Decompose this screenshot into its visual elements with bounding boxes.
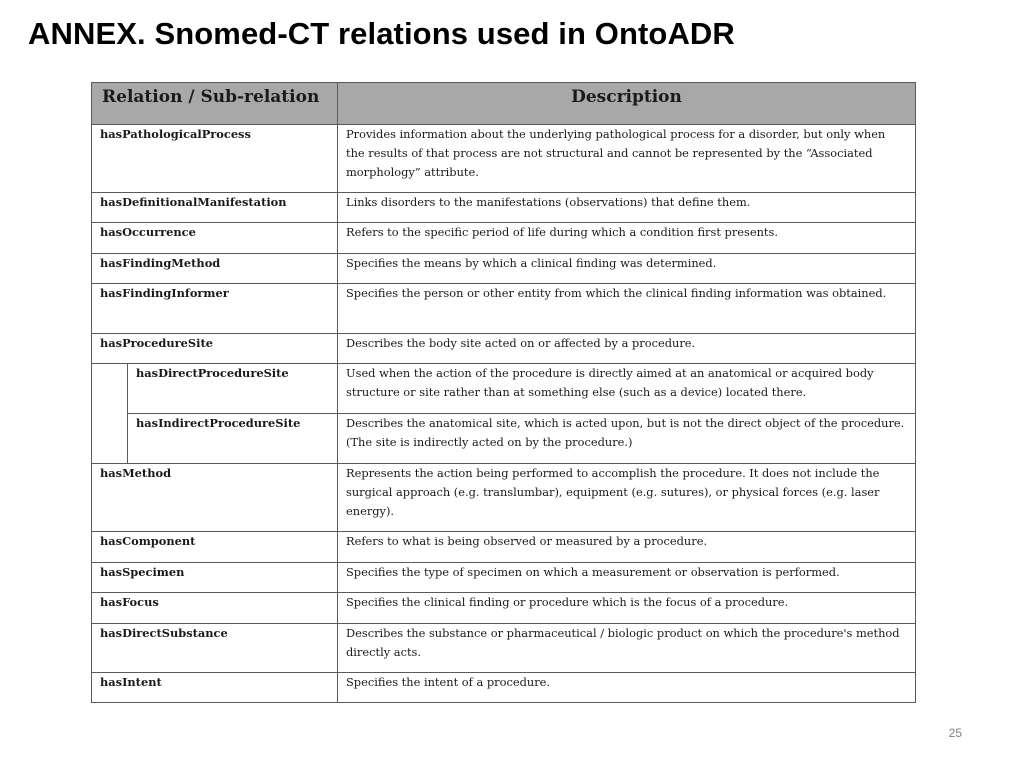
description-cell: Provides information about the underlying pathological process for a disorder, but only when the results of that process are not structural and cannot be represented by the “Associated morphology” attribute. [338, 125, 916, 193]
table-row [92, 673, 916, 703]
table-row [92, 254, 916, 284]
table-row [92, 532, 916, 563]
table-header-row [92, 83, 916, 125]
sub-relation-indent [92, 364, 128, 464]
relation-cell: hasOccurrence [92, 223, 338, 254]
table-row [92, 284, 916, 334]
table-row [92, 223, 916, 254]
table-row [92, 193, 916, 223]
description-cell: Specifies the person or other entity from which the clinical finding information was obtained. [338, 284, 916, 334]
description-cell: Describes the body site acted on or affected by a procedure. [338, 334, 916, 364]
slide-title: ANNEX. Snomed-CT relations used in OntoADR [28, 16, 735, 51]
description-cell: Refers to the specific period of life during which a condition first presents. [338, 223, 916, 254]
relation-cell: hasFindingMethod [92, 254, 338, 284]
sub-relation-cell: hasDirectProcedureSite [128, 364, 338, 414]
relation-cell: hasMethod [92, 464, 338, 532]
table-row [92, 125, 916, 193]
relation-cell: hasFindingInformer [92, 284, 338, 334]
relation-cell: hasDefinitionalManifestation [92, 193, 338, 223]
relation-cell: hasFocus [92, 593, 338, 624]
relation-cell: hasIntent [92, 673, 338, 703]
relation-cell: hasDirectSubstance [92, 624, 338, 673]
table-row [92, 624, 916, 673]
table-row [92, 364, 916, 414]
relation-cell: hasSpecimen [92, 563, 338, 593]
table-row [92, 334, 916, 364]
relation-cell: hasPathologicalProcess [92, 125, 338, 193]
relation-cell: hasProcedureSite [92, 334, 338, 364]
description-cell: Describes the substance or pharmaceutical / biologic product on which the procedure's method directly acts. [338, 624, 916, 673]
table-row [92, 464, 916, 532]
description-cell: Specifies the type of specimen on which a measurement or observation is performed. [338, 563, 916, 593]
description-cell: Specifies the intent of a procedure. [338, 673, 916, 703]
description-cell: Refers to what is being observed or measured by a procedure. [338, 532, 916, 563]
table-row [92, 593, 916, 624]
description-cell: Specifies the clinical finding or procedure which is the focus of a procedure. [338, 593, 916, 624]
sub-relation-cell: hasIndirectProcedureSite [128, 414, 338, 464]
table-row [92, 414, 916, 464]
description-cell: Links disorders to the manifestations (observations) that define them. [338, 193, 916, 223]
header-relation: Relation / Sub-relation [92, 83, 338, 125]
table-row [92, 563, 916, 593]
description-cell: Represents the action being performed to accomplish the procedure. It does not include the surgical approach (e.g. translumbar), equipment (e.g. sutures), or physical forces (e.g. laser energy). [338, 464, 916, 532]
page-number: 25 [948, 726, 962, 740]
description-cell: Specifies the means by which a clinical finding was determined. [338, 254, 916, 284]
description-cell: Used when the action of the procedure is directly aimed at an anatomical or acquired body structure or site rather than at something else (such as a device) located there. [338, 364, 916, 414]
relation-cell: hasComponent [92, 532, 338, 563]
description-cell: Describes the anatomical site, which is acted upon, but is not the direct object of the procedure. (The site is indirectly acted on by the procedure.) [338, 414, 916, 464]
relations-table [91, 82, 916, 703]
header-description: Description [338, 83, 916, 125]
